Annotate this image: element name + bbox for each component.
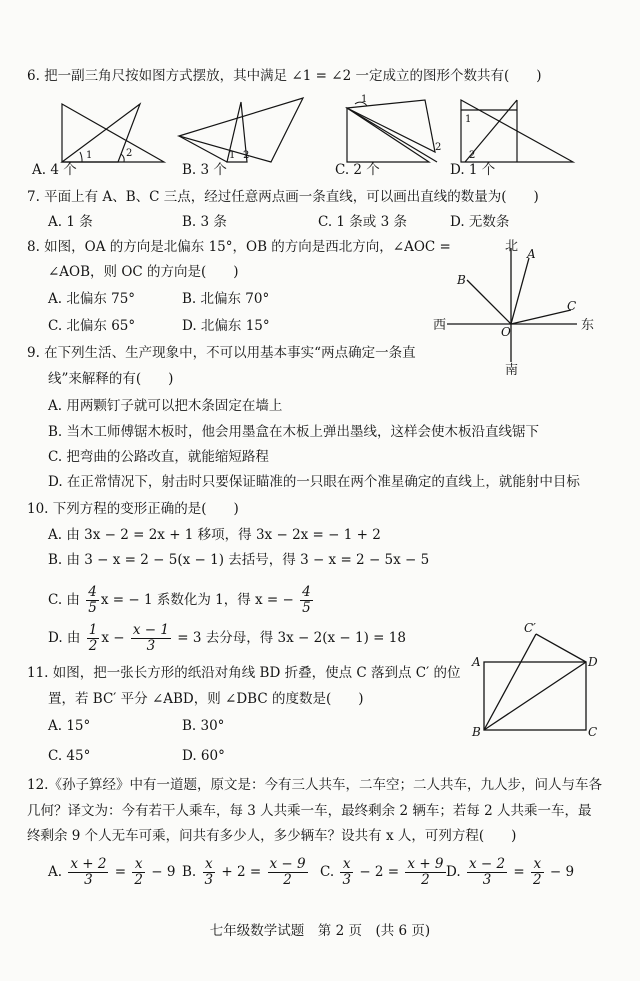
q8-stem-line2: ∠AOB，则 OC 的方向是( ) xyxy=(48,264,239,280)
q8-point-b: B xyxy=(457,273,466,287)
q11-stem-line2: 置，若 BC′ 平分 ∠ABD，则 ∠DBC 的度数是( ) xyxy=(48,691,364,707)
q12-stem-line3: 终剩余 9 个人无车可乘，问共有多少人，多少辆车？设共有 x 人，可列方程( ) xyxy=(27,828,517,844)
q8-west-label: 西 xyxy=(433,318,447,333)
q10d-prefix: D. 由 xyxy=(48,630,81,646)
q7-stem: 7. 平面上有 A、B、C 三点，经过任意两点画一条直线，可以画出直线的数量为( ) xyxy=(27,189,539,205)
q11-point-b: B xyxy=(472,725,481,739)
q6b-angle1: 1 xyxy=(229,150,236,161)
q6c-angle1: 1 xyxy=(361,94,368,105)
q11-option-d[interactable]: D. 60° xyxy=(182,748,225,764)
q9-stem-line2: 线”来解释的有( ) xyxy=(48,371,174,387)
q6-option-d[interactable]: D. 1 个 xyxy=(450,162,496,178)
q6-figure-a xyxy=(58,96,168,164)
q10c-middle: x = − 1 系数化为 1，得 x = − xyxy=(100,592,294,608)
q11-point-c: C xyxy=(588,725,598,739)
q8-south-label: 南 xyxy=(505,363,519,378)
q8-north-label: 北 xyxy=(505,239,519,254)
q10d-fraction-2: $\frac{x - 1}{3}$ xyxy=(132,622,169,654)
q8-point-o: O xyxy=(501,325,511,339)
q8-compass-figure xyxy=(435,236,605,376)
q6b-angle2: 2 xyxy=(243,150,250,161)
q6d-angle2: 2 xyxy=(469,150,476,161)
q10-option-d[interactable] xyxy=(48,621,406,655)
q6a-angle2: 2 xyxy=(126,148,133,159)
q7-option-a[interactable]: A. 1 条 xyxy=(48,214,93,230)
q10c-fraction-2: $\frac{4}{5}$ xyxy=(302,584,311,616)
q10d-suffix: = 3 去分母，得 3x − 2(x − 1) = 18 xyxy=(177,630,406,646)
q9-stem-line1: 9. 在下列生活、生产现象中，不可以用基本事实“两点确定一条直 xyxy=(27,345,416,361)
q8-point-c: C xyxy=(567,299,577,313)
q8-option-a[interactable]: A. 北偏东 75° xyxy=(48,291,136,307)
q6-figure-c xyxy=(335,96,451,164)
q10-option-c[interactable] xyxy=(48,583,315,617)
q11-point-d: D xyxy=(588,655,598,669)
q11-stem-line1: 11. 如图，把一张长方形的纸沿对角线 BD 折叠，使点 C 落到点 C′ 的位 xyxy=(27,665,461,681)
q10-option-b[interactable]: B. 由 3 − x = 2 − 5(x − 1) 去括号，得 3 − x = 2 − 5x − 5 xyxy=(48,552,430,568)
q11-fold-figure xyxy=(470,620,600,740)
q6-figure-d xyxy=(457,96,577,164)
q8-option-c[interactable]: C. 北偏东 65° xyxy=(48,318,136,334)
q6-figure-b xyxy=(177,96,307,164)
q6-option-c[interactable]: C. 2 个 xyxy=(335,162,380,178)
q9-option-b[interactable]: B. 当木工师傅锯木板时，他会用墨盒在木板上弹出墨线，这样会使木板沿直线锯下 xyxy=(48,424,540,440)
q6a-angle1: 1 xyxy=(86,150,93,161)
q7-option-b[interactable]: B. 3 条 xyxy=(182,214,227,230)
q11-option-c[interactable]: C. 45° xyxy=(48,748,91,764)
q8-east-label: 东 xyxy=(581,318,595,333)
q11-point-c-prime: C′ xyxy=(524,621,536,635)
q10d-middle: x − xyxy=(101,630,125,646)
q10-stem: 10. 下列方程的变形正确的是( ) xyxy=(27,501,239,517)
q8-option-b[interactable]: B. 北偏东 70° xyxy=(182,291,270,307)
q6-stem: 6. 把一副三角尺按如图方式摆放，其中满足 ∠1 = ∠2 一定成立的图形个数共有( ) xyxy=(27,68,542,84)
q12-option-c[interactable]: C. $\frac{x}{3}$ − 2 = $\frac{x + 9}{2}$ xyxy=(320,856,444,888)
q9-option-c[interactable]: C. 把弯曲的公路改直，就能缩短路程 xyxy=(48,449,269,465)
q7-option-c[interactable]: C. 1 条或 3 条 xyxy=(318,214,407,230)
q9-option-a[interactable]: A. 用两颗钉子就可以把木条固定在墙上 xyxy=(48,398,283,414)
q7-option-d[interactable]: D. 无数条 xyxy=(450,214,510,230)
q12-option-a[interactable]: A. $\frac{x + 2}{3}$ = $\frac{x}{2}$ − 9 xyxy=(48,856,176,888)
q8-point-a: A xyxy=(527,247,536,261)
q6-option-b[interactable]: B. 3 个 xyxy=(182,162,227,178)
q10c-fraction-1: $\frac{4}{5}$ xyxy=(88,584,97,616)
q12-stem-line2: 几何？译文为：今有若干人乘车，每 3 人共乘一车，最终剩余 2 辆车；若每 2 人共乘一车，最 xyxy=(27,803,592,819)
q8-stem-line1: 8. 如图，OA 的方向是北偏东 15°，OB 的方向是西北方向，∠AOC = xyxy=(27,239,451,255)
q12-option-b[interactable]: B. $\frac{x}{3}$ + 2 = $\frac{x - 9}{2}$ xyxy=(182,856,306,888)
q8-option-d[interactable]: D. 北偏东 15° xyxy=(182,318,270,334)
q11-option-b[interactable]: B. 30° xyxy=(182,718,225,734)
q12-stem-line1: 12.《孙子算经》中有一道题，原文是：今有三人共车，二车空；二人共车，九人步，问人与车各 xyxy=(27,777,602,793)
q12-option-d[interactable]: D. $\frac{x - 2}{3}$ = $\frac{x}{2}$ − 9 xyxy=(446,856,575,888)
q10c-prefix: C. 由 xyxy=(48,592,80,608)
q10-option-a[interactable]: A. 由 3x − 2 = 2x + 1 移项，得 3x − 2x = − 1 + 2 xyxy=(48,527,381,543)
q10d-fraction-1: $\frac{1}{2}$ xyxy=(88,622,98,654)
q6c-angle2: 2 xyxy=(435,142,442,153)
q9-option-d[interactable]: D. 在正常情况下，射击时只要保证瞄准的一只眼在两个准星确定的直线上，就能射中目标 xyxy=(48,474,580,490)
q6-option-a[interactable]: A. 4 个 xyxy=(32,162,77,178)
page-footer: 七年级数学试题 第 2 页 (共 6 页) xyxy=(209,923,431,939)
q6d-angle1: 1 xyxy=(465,114,472,125)
q11-point-a: A xyxy=(472,655,481,669)
q11-option-a[interactable]: A. 15° xyxy=(48,718,91,734)
